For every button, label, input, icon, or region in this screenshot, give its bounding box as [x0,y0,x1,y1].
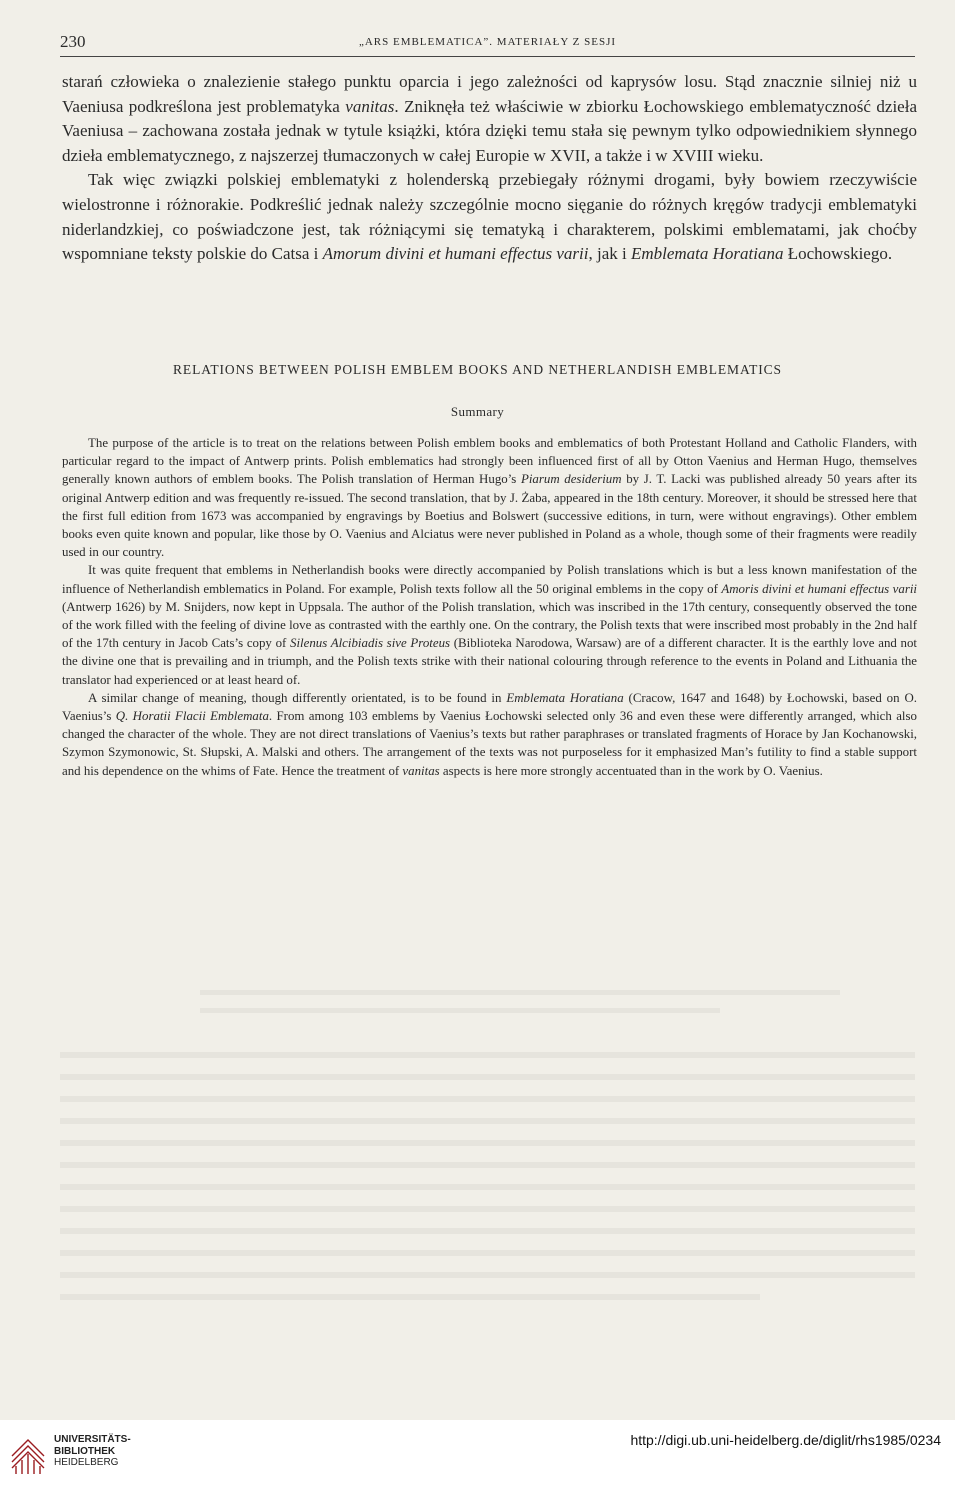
page-number: 230 [60,32,86,51]
show-through-footnote [200,986,850,1026]
summary-body [62,434,917,780]
summary-title: RELATIONS BETWEEN POLISH EMBLEM BOOKS AND NETHERLANDISH EMBLEMATICS [173,362,782,377]
polish-paragraph-2: Tak więc związki polskiej emblematyki z holenderską przebiegały różnymi drogami, były bowiem rzeczywiście wielostronne i różnorakie. Podkreślić jednak należy szczególnie mocno sięganie do różnych kręgów tradycji emblematyki niderlandzkiej, co poświadczone jest, tak różniącymi się tematyką i charakterem, polskimi emblematami, jak choćby wspomniane teksty polskie do Catsa i Amorum divini et humani effectus varii, jak i Emblemata Horatiana Łochowskiego. [62,170,917,264]
summary-paragraph-3: A similar change of meaning, though differently orientated, is to be found in Emblemata Horatiana (Cracow, 1647 and 1648) by Łochowski, based on O. Vaenius’s Q. Horatii Flacii Emblemata. From among 103 emblems by Vaenius Łochowski selected only 36 and even these were differently arranged, which also changed the character of the whole. They are not direct translations of Vaenius’s texts but rather paraphrases or translated fragments of Horace by Jan Kochanowski, Szymon Szymonowic, St. Słupski, A. Malski and others. The arrangement of the texts was not purposeless for it emphasized Man’s futility to find a stable support and his dependence on the whims of Fate. Hence the treatment of vanitas aspects is here more strongly accentuated than in the work by O. Vaenius. [62,690,917,778]
permalink-url[interactable]: http://digi.ub.uni-heidelberg.de/diglit/rhs1985/0234 [630,1432,941,1448]
summary-label: Summary [450,404,505,419]
library-logo-icon [8,1430,48,1476]
library-logo-text: UNIVERSITÄTS- BIBLIOTHEK HEIDELBERG [54,1434,131,1468]
footer-bar [0,1420,955,1487]
polish-paragraph-1: starań człowieka o znalezienie stałego punktu oparcia i jego zależności od kaprysów losu. Stąd znacznie silniej niż u Vaeniusa podkreślona jest problematyka vanitas. Zniknęła też właściwie w zbiorku Łochowskiego emblematyczność dzieła Vaeniusa – zachowana została jednak w tytule książki, która dzięki temu stała się pewnym tylko odpowiednikiem słynnego dzieła emblematycznego, z najszerzej tłumaczonych w całej Europie w XVII, a także i w XVIII wieku. [62,72,917,165]
polish-body-text [62,70,917,267]
page-header [60,32,915,57]
show-through-text [60,1046,915,1316]
summary-paragraph-1: The purpose of the article is to treat on the relations between Polish emblem books and emblematics of both Protestant Holland and Catholic Flanders, with particular regard to the impact of Antwerp prints. Polish emblematics had strongly been influenced first of all by Otton Vaenius and Herman Hugo, themselves generally known authors of emblem books. The Polish translation of Herman Hugo’s Piarum desiderium by J. T. Lacki was published already 50 years after its original Antwerp edition and was frequently re-issued. The second translation, that by J. Żaba, appeared in the 18th century. Moreover, it should be stressed here that the first full edition from 1673 was accompanied by engravings by Boetius and Bolswert (successive editions, in turn, were without engravings). Other emblem books even quite known and popular, like those by O. Vaenius and Alciatus were never published in Poland as a whole, though some of their fragments were readily used in our country. [62,436,917,560]
summary-paragraph-2: It was quite frequent that emblems in Netherlandish books were directly accompanied by Polish translations which is but a less known manifestation of the influence of Netherlandish emblematics in Poland. For example, Polish texts follow all the 50 original emblems in the copy of Amoris divini et humani effectus varii (Antwerp 1626) by M. Snijders, now kept in Uppsala. The author of the Polish translation, which was inscribed in the 17th century, consequently observed the tone of the work filled with the feeling of divine love as contrasted with the earthly one. On the contrary, the Polish texts that were inscribed most probably in the 2nd half of the 17th century in Jacob Cats’s copy of Silenus Alcibiadis sive Proteus (Biblioteka Narodowa, Warsaw) are of a different character. It is the earthly love and not the divine one that is prevailing and in triumph, and the Polish texts strike with their national colouring through reference to the events in Poland and Lithuania the translator had experienced or at least heard of. [62,563,918,687]
running-head: „ARS EMBLEMATICA”. MATERIAŁY Z SESJI [358,36,617,48]
